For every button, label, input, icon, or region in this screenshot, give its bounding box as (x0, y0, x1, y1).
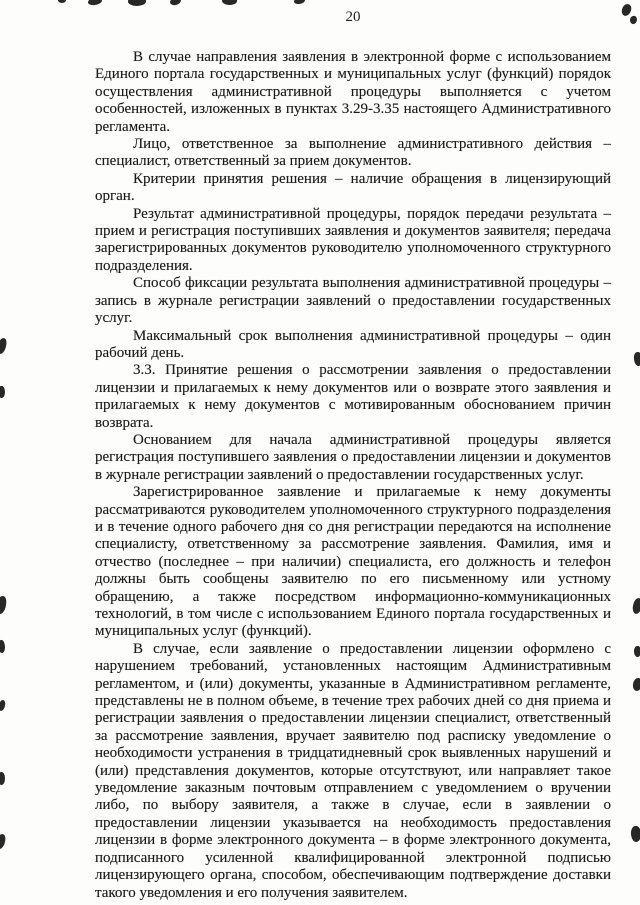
scan-artifact (58, 0, 67, 4)
scan-artifact (632, 597, 640, 614)
paragraph: Критерии принятия решения – наличие обращения в лицензирующий орган. (95, 170, 611, 205)
scan-artifact (128, 0, 147, 7)
paragraph: В случае, если заявление о предоставлении лицензии оформлено с нарушением требований, установленных настоящим Административным регламентом, и (или) документы, указанные в Административном регламенте, представлены не в полном объеме, в течение трех рабочих дней со дня приема и регистрации заявления о предоставлении лицензии специалист, ответственный за рассмотрение заявления, вручает заявителю под расписку уведомление о необходимости устранения в тридцатидневный срок выявленных нарушений и (или) представления документов, которые отсутствуют, или направляет такое уведомление заказным почтовым отправлением с уведомлением о вручении либо, по выбору заявителя, а также в случае, если в заявлении о предоставлении лицензии указывается на необходимость предоставления лицензии в форме электронного документа – в форме электронного документа, подписанного усиленной квалифицированной электронной подписью лицензирующего органа, способом, обеспечивающим подтверждение доставки такого уведомления и его получения заявителем. (95, 640, 611, 901)
paragraph: 3.3. Принятие решения о рассмотрении заявления о предоставлении лицензии и прилагаемых к нему документов или о возврате этого заявления и прилагаемых к нему документов с мотивированным обоснованием причин возврата. (95, 362, 611, 431)
scan-artifact (0, 772, 6, 786)
scan-artifact (0, 639, 6, 653)
paragraph: В случае направления заявления в электронной форме с использованием Единого портала государственных и муниципальных услуг (функций) порядок осуществления административной процедуры выполняется с учетом особенностей, изложенных в пунктах 3.29-3.35 настоящего Административного регламента. (95, 49, 611, 135)
scan-artifact (222, 0, 238, 6)
paragraph: Основанием для начала административной процедуры является регистрация поступившего заявления о предоставлении лицензии и документов в журнале регистрации заявлений о предоставлении государственных услуг. (95, 431, 611, 483)
scan-artifact (630, 825, 640, 842)
paragraph: Максимальный срок выполнения административной процедуры – один рабочий день. (95, 327, 611, 361)
scan-artifact (621, 3, 632, 17)
scan-artifact (633, 351, 640, 366)
scan-artifact (0, 700, 6, 712)
scan-artifact (0, 596, 7, 615)
page-number: 20 (345, 9, 361, 25)
scan-artifact (88, 0, 103, 6)
scan-artifact (0, 386, 6, 399)
scan-artifact (0, 337, 7, 354)
scan-artifact (629, 16, 637, 25)
page-body (95, 49, 611, 902)
scan-artifact (0, 833, 6, 849)
scan-artifact (294, 0, 305, 4)
scan-artifact (632, 678, 640, 692)
paragraph: Лицо, ответственное за выполнение административного действия – специалист, ответственный за прием документов. (95, 136, 611, 170)
scan-artifact (633, 646, 640, 658)
paragraph: Результат административной процедуры, порядок передачи результата – прием и регистрация поступивших заявления и документов заявителя; передача зарегистрированных документов руководителю уполномоченного структурного подразделения. (95, 205, 611, 274)
paragraph: Способ фиксации результата выполнения административной процедуры – запись в журнале регистрации заявлений о предоставлении государственных услуг. (95, 275, 611, 327)
paragraph: Зарегистрированное заявление и прилагаемые к нему документы рассматриваются руководителем уполномоченного структурного подразделения и в течение одного рабочего дня со дня регистрации передаются на исполнение специалисту, ответственному за рассмотрение заявления. Фамилия, имя и отчество (последнее – при наличии) специалиста, его должность и телефон должны быть сообщены заявителю по его письменному или устному обращению, а также посредством информационно-коммуникационных технологий, в том числе с использованием Единого портала государственных и муниципальных услуг (функций). (95, 484, 611, 640)
scan-artifact (170, 0, 182, 6)
